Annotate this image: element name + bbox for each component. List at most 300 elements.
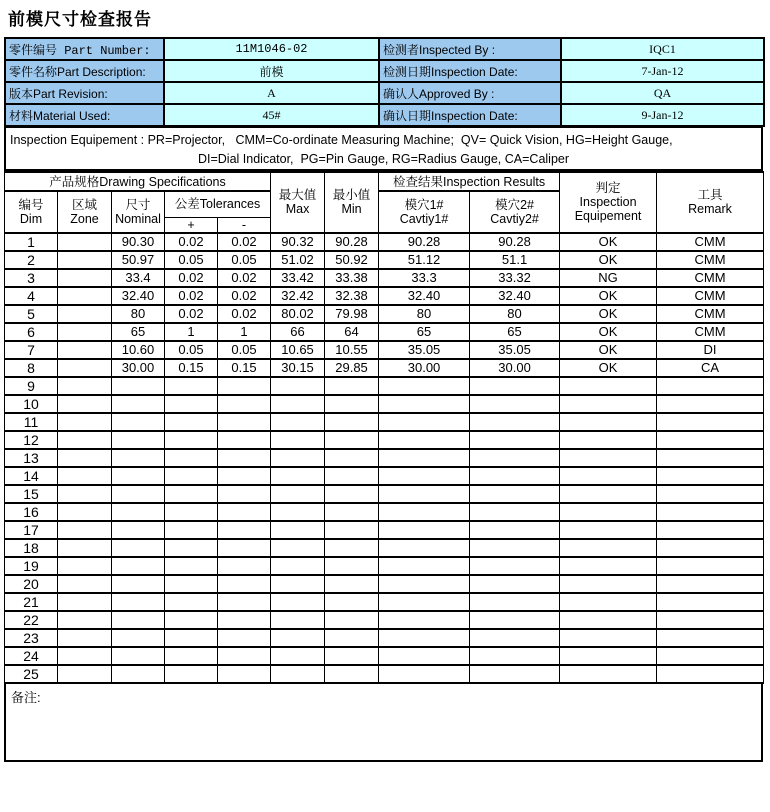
cell-cavity1[interactable] — [379, 503, 470, 521]
cell-tol-plus[interactable] — [165, 611, 218, 629]
cell-min[interactable]: 79.98 — [325, 305, 379, 323]
cell-cavity2[interactable] — [470, 485, 560, 503]
cell-max[interactable] — [271, 431, 325, 449]
cell-remark[interactable] — [657, 539, 764, 557]
cell-nominal[interactable] — [112, 575, 165, 593]
cell-cavity2[interactable] — [470, 611, 560, 629]
cell-remark[interactable] — [657, 593, 764, 611]
cell-cavity1[interactable] — [379, 395, 470, 413]
cell-dim[interactable]: 21 — [5, 593, 58, 611]
material-used-label: 材料Material Used: — [5, 104, 164, 126]
cell-cavity2[interactable] — [470, 503, 560, 521]
cell-tol-plus[interactable] — [165, 575, 218, 593]
cell-min[interactable] — [325, 485, 379, 503]
cell-result[interactable]: OK — [560, 341, 657, 359]
cell-tol-minus[interactable] — [218, 665, 271, 683]
cell-cavity2[interactable] — [470, 557, 560, 575]
cell-zone[interactable] — [58, 233, 112, 251]
part-revision-value[interactable]: A — [164, 82, 379, 104]
cell-zone[interactable] — [58, 323, 112, 341]
cell-cavity2[interactable]: 35.05 — [470, 341, 560, 359]
cell-min[interactable] — [325, 377, 379, 395]
cell-remark[interactable]: CMM — [657, 287, 764, 305]
cell-max[interactable] — [271, 575, 325, 593]
cell-tol-plus[interactable] — [165, 593, 218, 611]
cell-nominal[interactable] — [112, 467, 165, 485]
cell-cavity1[interactable] — [379, 485, 470, 503]
cell-cavity2[interactable] — [470, 539, 560, 557]
cell-min[interactable]: 10.55 — [325, 341, 379, 359]
cell-remark[interactable] — [657, 395, 764, 413]
cell-remark[interactable]: CMM — [657, 251, 764, 269]
cell-min[interactable]: 50.92 — [325, 251, 379, 269]
cell-min[interactable] — [325, 539, 379, 557]
cell-nominal[interactable] — [112, 611, 165, 629]
cell-cavity2[interactable] — [470, 521, 560, 539]
cell-nominal[interactable] — [112, 449, 165, 467]
cell-result[interactable] — [560, 539, 657, 557]
cell-min[interactable] — [325, 449, 379, 467]
cell-dim[interactable]: 16 — [5, 503, 58, 521]
cell-remark[interactable]: CMM — [657, 233, 764, 251]
cell-cavity2[interactable] — [470, 665, 560, 683]
cell-remark[interactable] — [657, 575, 764, 593]
cell-min[interactable] — [325, 431, 379, 449]
cell-min[interactable] — [325, 611, 379, 629]
cell-nominal[interactable] — [112, 521, 165, 539]
cell-zone[interactable] — [58, 269, 112, 287]
cell-dim[interactable]: 7 — [5, 341, 58, 359]
spec-row — [5, 665, 764, 683]
cell-result[interactable] — [560, 647, 657, 665]
cell-min[interactable] — [325, 467, 379, 485]
cell-max[interactable]: 66 — [271, 323, 325, 341]
cell-max[interactable] — [271, 539, 325, 557]
cell-tol-minus[interactable] — [218, 629, 271, 647]
cell-dim[interactable]: 4 — [5, 287, 58, 305]
cell-dim[interactable]: 5 — [5, 305, 58, 323]
cell-cavity1[interactable] — [379, 467, 470, 485]
min-header-en: Min — [341, 202, 362, 217]
cell-cavity2[interactable] — [470, 647, 560, 665]
cell-tol-plus[interactable] — [165, 665, 218, 683]
cell-nominal[interactable]: 10.60 — [112, 341, 165, 359]
cell-min[interactable] — [325, 593, 379, 611]
cell-zone[interactable] — [58, 539, 112, 557]
cell-zone[interactable] — [58, 395, 112, 413]
cell-max[interactable] — [271, 467, 325, 485]
cell-max[interactable]: 90.32 — [271, 233, 325, 251]
tolerance-plus-header: + — [165, 217, 218, 233]
cell-result[interactable] — [560, 377, 657, 395]
cell-cavity1[interactable]: 80 — [379, 305, 470, 323]
cell-dim[interactable]: 3 — [5, 269, 58, 287]
cell-dim[interactable]: 11 — [5, 413, 58, 431]
cell-result[interactable] — [560, 593, 657, 611]
cell-result[interactable] — [560, 467, 657, 485]
cell-cavity1[interactable]: 32.40 — [379, 287, 470, 305]
cell-result[interactable] — [560, 449, 657, 467]
cell-cavity1[interactable] — [379, 575, 470, 593]
cell-tol-plus[interactable] — [165, 485, 218, 503]
cell-tol-minus[interactable] — [218, 503, 271, 521]
cell-cavity2[interactable] — [470, 377, 560, 395]
cell-zone[interactable] — [58, 521, 112, 539]
cell-result[interactable] — [560, 611, 657, 629]
approved-by-value[interactable]: QA — [561, 82, 764, 104]
cell-tol-plus[interactable] — [165, 449, 218, 467]
cell-cavity1[interactable] — [379, 449, 470, 467]
cell-result[interactable] — [560, 521, 657, 539]
cavity2-header-en: Cavtiy2# — [490, 211, 539, 226]
cell-tol-minus[interactable] — [218, 557, 271, 575]
cell-max[interactable]: 51.02 — [271, 251, 325, 269]
cell-remark[interactable]: CMM — [657, 323, 764, 341]
cell-zone[interactable] — [58, 665, 112, 683]
cell-min[interactable]: 32.38 — [325, 287, 379, 305]
cell-zone[interactable] — [58, 341, 112, 359]
cell-max[interactable] — [271, 395, 325, 413]
cell-min[interactable] — [325, 647, 379, 665]
cell-cavity1[interactable] — [379, 413, 470, 431]
cell-tol-plus[interactable]: 0.02 — [165, 287, 218, 305]
cell-min[interactable]: 29.85 — [325, 359, 379, 377]
cell-result[interactable]: OK — [560, 287, 657, 305]
cell-tol-plus[interactable]: 1 — [165, 323, 218, 341]
cell-cavity2[interactable] — [470, 413, 560, 431]
cell-min[interactable] — [325, 557, 379, 575]
cell-remark[interactable]: CMM — [657, 269, 764, 287]
cell-max[interactable]: 33.42 — [271, 269, 325, 287]
cavity2-header-zh: 模穴2# — [495, 197, 534, 212]
cavity1-column-header — [379, 191, 470, 233]
cell-remark[interactable] — [657, 647, 764, 665]
cell-tol-minus[interactable] — [218, 431, 271, 449]
inspection-date-value[interactable]: 7-Jan-12 — [561, 60, 764, 82]
cell-result[interactable] — [560, 557, 657, 575]
cell-result[interactable]: OK — [560, 323, 657, 341]
cell-zone[interactable] — [58, 485, 112, 503]
cell-zone[interactable] — [58, 575, 112, 593]
cell-tol-minus[interactable]: 0.02 — [218, 233, 271, 251]
cell-remark[interactable] — [657, 521, 764, 539]
cell-cavity1[interactable] — [379, 557, 470, 575]
cell-dim[interactable]: 2 — [5, 251, 58, 269]
cell-min[interactable] — [325, 395, 379, 413]
cell-min[interactable] — [325, 665, 379, 683]
cell-tol-minus[interactable] — [218, 449, 271, 467]
cell-remark[interactable] — [657, 629, 764, 647]
cell-dim[interactable]: 18 — [5, 539, 58, 557]
cell-remark[interactable] — [657, 413, 764, 431]
cell-tol-minus[interactable] — [218, 467, 271, 485]
cell-cavity2[interactable]: 51.1 — [470, 251, 560, 269]
cell-zone[interactable] — [58, 557, 112, 575]
cell-remark[interactable] — [657, 665, 764, 683]
cell-tol-plus[interactable]: 0.05 — [165, 341, 218, 359]
cell-tol-plus[interactable] — [165, 413, 218, 431]
cell-zone[interactable] — [58, 467, 112, 485]
cell-nominal[interactable] — [112, 395, 165, 413]
cell-cavity2[interactable] — [470, 467, 560, 485]
cell-tol-plus[interactable] — [165, 467, 218, 485]
cell-nominal[interactable] — [112, 665, 165, 683]
cell-nominal[interactable] — [112, 377, 165, 395]
cell-min[interactable] — [325, 629, 379, 647]
cell-max[interactable] — [271, 377, 325, 395]
cell-cavity2[interactable] — [470, 593, 560, 611]
cell-result[interactable]: OK — [560, 359, 657, 377]
cell-cavity1[interactable] — [379, 431, 470, 449]
cell-result[interactable]: OK — [560, 305, 657, 323]
cell-min[interactable]: 33.38 — [325, 269, 379, 287]
cell-tol-plus[interactable]: 0.02 — [165, 233, 218, 251]
cell-min[interactable]: 90.28 — [325, 233, 379, 251]
cell-tol-plus[interactable] — [165, 377, 218, 395]
cell-dim[interactable]: 6 — [5, 323, 58, 341]
cell-tol-minus[interactable]: 0.02 — [218, 287, 271, 305]
cell-dim[interactable]: 12 — [5, 431, 58, 449]
cell-max[interactable] — [271, 593, 325, 611]
cell-cavity2[interactable] — [470, 449, 560, 467]
cell-cavity1[interactable] — [379, 593, 470, 611]
cell-cavity1[interactable]: 33.3 — [379, 269, 470, 287]
cell-max[interactable] — [271, 485, 325, 503]
cell-nominal[interactable]: 90.30 — [112, 233, 165, 251]
cell-nominal[interactable]: 50.97 — [112, 251, 165, 269]
cell-zone[interactable] — [58, 647, 112, 665]
cell-dim[interactable]: 25 — [5, 665, 58, 683]
material-used-value[interactable]: 45# — [164, 104, 379, 126]
cell-min[interactable]: 64 — [325, 323, 379, 341]
cell-max[interactable]: 30.15 — [271, 359, 325, 377]
cell-cavity1[interactable]: 51.12 — [379, 251, 470, 269]
cell-dim[interactable]: 17 — [5, 521, 58, 539]
inspected-by-value[interactable]: IQC1 — [561, 38, 764, 60]
cell-tol-plus[interactable] — [165, 503, 218, 521]
cell-tol-minus[interactable] — [218, 611, 271, 629]
cell-nominal[interactable] — [112, 503, 165, 521]
spec-row — [5, 269, 764, 287]
inspection-date-label: 检测日期Inspection Date: — [379, 60, 561, 82]
cell-cavity1[interactable] — [379, 377, 470, 395]
cell-nominal[interactable]: 33.4 — [112, 269, 165, 287]
cell-max[interactable] — [271, 665, 325, 683]
cell-nominal[interactable]: 32.40 — [112, 287, 165, 305]
cell-zone[interactable] — [58, 431, 112, 449]
cell-dim[interactable]: 8 — [5, 359, 58, 377]
cell-cavity2[interactable] — [470, 575, 560, 593]
cell-cavity1[interactable]: 65 — [379, 323, 470, 341]
nominal-header-en: Nominal — [115, 211, 161, 226]
cell-dim[interactable]: 14 — [5, 467, 58, 485]
part-description-value[interactable]: 前模 — [164, 60, 379, 82]
cell-tol-minus[interactable]: 0.02 — [218, 269, 271, 287]
remarks-label: 备注: — [11, 689, 41, 705]
cell-tol-minus[interactable]: 0.05 — [218, 341, 271, 359]
cell-tol-minus[interactable] — [218, 575, 271, 593]
cell-max[interactable] — [271, 557, 325, 575]
cell-remark[interactable] — [657, 503, 764, 521]
cell-max[interactable] — [271, 629, 325, 647]
spec-row — [5, 305, 764, 323]
cell-tol-minus[interactable] — [218, 539, 271, 557]
cell-min[interactable] — [325, 521, 379, 539]
cell-nominal[interactable]: 65 — [112, 323, 165, 341]
cell-max[interactable]: 80.02 — [271, 305, 325, 323]
cell-nominal[interactable] — [112, 485, 165, 503]
remarks-box[interactable] — [4, 684, 763, 762]
cell-tol-plus[interactable]: 0.02 — [165, 305, 218, 323]
cell-remark[interactable] — [657, 431, 764, 449]
cell-result[interactable] — [560, 665, 657, 683]
cell-result[interactable] — [560, 575, 657, 593]
cell-tol-minus[interactable] — [218, 521, 271, 539]
cell-max[interactable] — [271, 503, 325, 521]
cell-max[interactable] — [271, 611, 325, 629]
cell-max[interactable] — [271, 449, 325, 467]
spec-row — [5, 287, 764, 305]
cell-dim[interactable]: 24 — [5, 647, 58, 665]
cell-nominal[interactable] — [112, 413, 165, 431]
cell-cavity1[interactable] — [379, 521, 470, 539]
cell-cavity1[interactable] — [379, 665, 470, 683]
cell-tol-minus[interactable] — [218, 593, 271, 611]
cell-dim[interactable]: 13 — [5, 449, 58, 467]
cell-cavity1[interactable]: 90.28 — [379, 233, 470, 251]
cell-dim[interactable]: 15 — [5, 485, 58, 503]
cell-remark[interactable]: CA — [657, 359, 764, 377]
cell-dim[interactable]: 20 — [5, 575, 58, 593]
cell-result[interactable] — [560, 485, 657, 503]
cell-tol-minus[interactable]: 1 — [218, 323, 271, 341]
approval-date-value[interactable]: 9-Jan-12 — [561, 104, 764, 126]
cell-remark[interactable] — [657, 485, 764, 503]
cell-zone[interactable] — [58, 251, 112, 269]
cell-cavity2[interactable]: 80 — [470, 305, 560, 323]
cell-nominal[interactable]: 80 — [112, 305, 165, 323]
cell-tol-plus[interactable] — [165, 629, 218, 647]
cell-result[interactable]: OK — [560, 251, 657, 269]
cell-tol-plus[interactable]: 0.15 — [165, 359, 218, 377]
cell-cavity2[interactable]: 32.40 — [470, 287, 560, 305]
cell-max[interactable]: 10.65 — [271, 341, 325, 359]
cell-remark[interactable] — [657, 557, 764, 575]
cell-tol-minus[interactable]: 0.15 — [218, 359, 271, 377]
cell-cavity2[interactable]: 90.28 — [470, 233, 560, 251]
cell-max[interactable] — [271, 521, 325, 539]
cell-result[interactable]: NG — [560, 269, 657, 287]
cell-tol-plus[interactable] — [165, 395, 218, 413]
cell-tol-plus[interactable] — [165, 431, 218, 449]
cell-result[interactable] — [560, 629, 657, 647]
equipment-note — [4, 127, 763, 171]
cell-tol-plus[interactable]: 0.02 — [165, 269, 218, 287]
cell-dim[interactable]: 1 — [5, 233, 58, 251]
cell-cavity2[interactable]: 30.00 — [470, 359, 560, 377]
cell-nominal[interactable] — [112, 629, 165, 647]
cell-tol-minus[interactable]: 0.02 — [218, 305, 271, 323]
cell-zone[interactable] — [58, 593, 112, 611]
cell-tol-plus[interactable] — [165, 557, 218, 575]
cell-remark[interactable] — [657, 377, 764, 395]
cell-remark[interactable]: DI — [657, 341, 764, 359]
cell-dim[interactable]: 22 — [5, 611, 58, 629]
cell-cavity2[interactable] — [470, 395, 560, 413]
cell-cavity1[interactable] — [379, 647, 470, 665]
cell-cavity2[interactable] — [470, 629, 560, 647]
cell-nominal[interactable] — [112, 593, 165, 611]
cell-tol-minus[interactable] — [218, 485, 271, 503]
cell-dim[interactable]: 9 — [5, 377, 58, 395]
cell-result[interactable] — [560, 503, 657, 521]
cell-tol-minus[interactable] — [218, 395, 271, 413]
cell-tol-plus[interactable]: 0.05 — [165, 251, 218, 269]
cell-zone[interactable] — [58, 503, 112, 521]
cell-zone[interactable] — [58, 413, 112, 431]
cell-tol-minus[interactable] — [218, 647, 271, 665]
cell-min[interactable] — [325, 575, 379, 593]
cell-tol-plus[interactable] — [165, 539, 218, 557]
cell-nominal[interactable] — [112, 647, 165, 665]
cell-zone[interactable] — [58, 449, 112, 467]
cell-result[interactable] — [560, 431, 657, 449]
cell-tol-plus[interactable] — [165, 647, 218, 665]
info-row — [5, 104, 764, 126]
cell-remark[interactable] — [657, 611, 764, 629]
cell-nominal[interactable]: 30.00 — [112, 359, 165, 377]
cell-cavity1[interactable] — [379, 629, 470, 647]
cell-zone[interactable] — [58, 287, 112, 305]
cell-max[interactable] — [271, 413, 325, 431]
cell-zone[interactable] — [58, 359, 112, 377]
cell-zone[interactable] — [58, 611, 112, 629]
cell-cavity1[interactable] — [379, 611, 470, 629]
cell-nominal[interactable] — [112, 539, 165, 557]
cell-zone[interactable] — [58, 629, 112, 647]
cell-tol-plus[interactable] — [165, 521, 218, 539]
cell-cavity2[interactable]: 65 — [470, 323, 560, 341]
part-number-value[interactable]: 11M1046-02 — [164, 38, 379, 60]
cell-tol-minus[interactable] — [218, 413, 271, 431]
cell-zone[interactable] — [58, 305, 112, 323]
cell-remark[interactable] — [657, 467, 764, 485]
cell-tol-minus[interactable] — [218, 377, 271, 395]
cell-cavity1[interactable] — [379, 539, 470, 557]
cell-max[interactable]: 32.42 — [271, 287, 325, 305]
cell-min[interactable] — [325, 413, 379, 431]
cell-cavity1[interactable]: 35.05 — [379, 341, 470, 359]
cell-cavity1[interactable]: 30.00 — [379, 359, 470, 377]
cell-min[interactable] — [325, 503, 379, 521]
cell-dim[interactable]: 10 — [5, 395, 58, 413]
cell-remark[interactable]: CMM — [657, 305, 764, 323]
cell-result[interactable] — [560, 413, 657, 431]
cell-remark[interactable] — [657, 449, 764, 467]
cell-dim[interactable]: 19 — [5, 557, 58, 575]
cell-nominal[interactable] — [112, 431, 165, 449]
cell-max[interactable] — [271, 647, 325, 665]
cell-result[interactable] — [560, 395, 657, 413]
cell-tol-minus[interactable]: 0.05 — [218, 251, 271, 269]
cell-zone[interactable] — [58, 377, 112, 395]
cell-cavity2[interactable] — [470, 431, 560, 449]
cell-nominal[interactable] — [112, 557, 165, 575]
cell-dim[interactable]: 23 — [5, 629, 58, 647]
cell-result[interactable]: OK — [560, 233, 657, 251]
cell-cavity2[interactable]: 33.32 — [470, 269, 560, 287]
max-header-en: Max — [285, 202, 310, 217]
